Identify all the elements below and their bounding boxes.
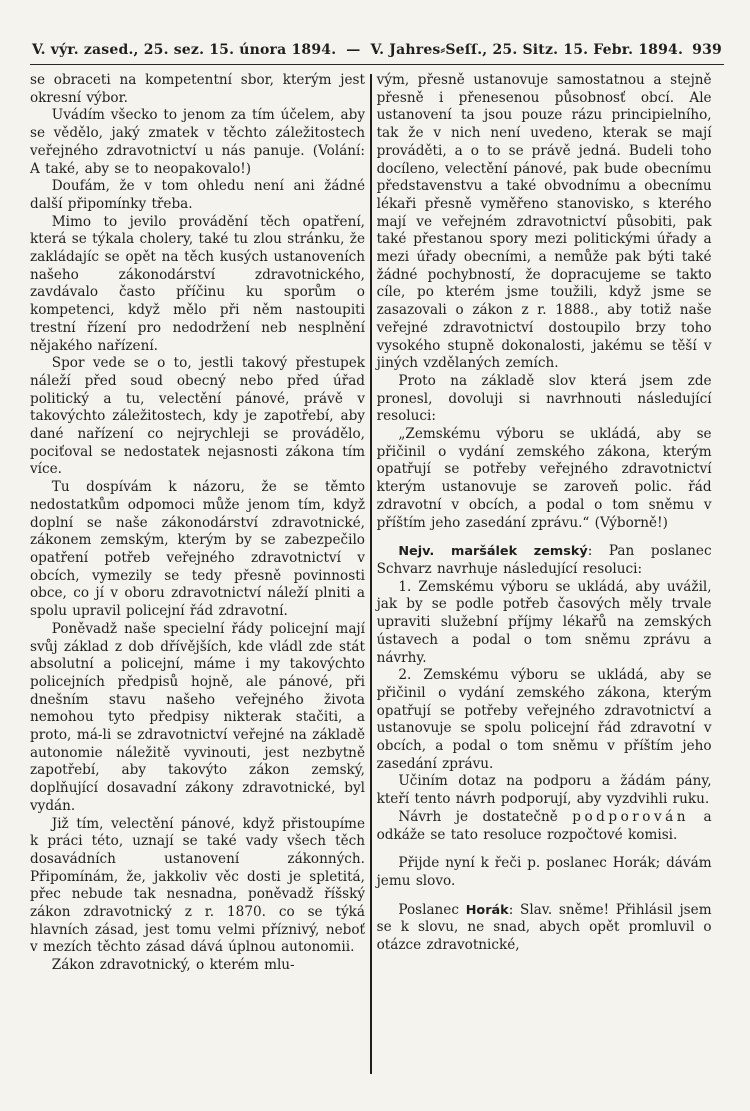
text-column-right (377, 72, 712, 1074)
column-divider (370, 74, 372, 1074)
header-separator: — (346, 42, 361, 58)
page-header (30, 42, 724, 64)
text-segment: : Slav. sněme! Přihlásil jsem se k slovu, ne snad, abych opět promluvil o otázce zdravotnické, (376, 901, 712, 954)
text-segment: Přijde nyní k řeči p. poslanec Horák; dávám jemu slovo. (376, 855, 712, 889)
text-segment: Tu dospívám k názoru, že se těmto nedostatkům odpomoci může jenom tím, když doplní se naše zákonodárství zdravotnické, zákonem zemským, kterým by se zabezpečilo opatření potřeb veřejného zdravotnictví v obcích, vymezily se tedy přesně povinnosti obce, co jí v oboru zdravotnictví náleží plniti a spolu upravil policejní řád zdravotní. (30, 479, 365, 620)
session-info-german: V. Jahres⸗Seſſ., 25. Sitz. 15. Febr. 1894. (370, 42, 684, 58)
text-segment: Uvádím všecko to jenom za tím účelem, aby se vědělo, jaký zmatek v těchto záležitostech veřejného zdravotnictví u nás panuje. (Volání: A také, aby se to neopakovalo!) (30, 107, 365, 177)
speaker-name: Nejv. maršálek zemský (398, 544, 588, 560)
paragraph (377, 902, 712, 955)
text-segment: Proto na základě slov která jsem zde pronesl, dovoluji si navrhnouti následující resoluci: (376, 372, 712, 425)
paragraph (377, 579, 712, 668)
paragraph (377, 543, 712, 578)
paragraph (30, 621, 365, 816)
paragraph (377, 773, 712, 808)
paragraph (377, 426, 712, 532)
text-segment: 1. Zemskému výboru se ukládá, aby uvážil, jak by se podle potřeb časových měly trvale upraviti služební příjmy lékařů na zemských ústavech a podal o tom sněmu zprávu a návrhy. (376, 578, 712, 666)
paragraph (30, 957, 365, 975)
paragraph (30, 816, 365, 958)
paragraph (30, 214, 365, 356)
text-segment: Mimo to jevilo provádění těch opatření, která se týkala cholery, také tu zlou stránku, že zakládajíc se opět na těch kusých ustanoveních našeho zákonodárství zdravotnického, zavdávalo často příčinu ku sporům o kompetenci, když mělo při něm nastoupiti trestní řízení pro nedodržení neb nesplnění nějakého nařízení. (30, 213, 365, 354)
paragraph (30, 355, 365, 479)
paragraph (377, 72, 712, 373)
text-segment: Poslanec (398, 901, 466, 918)
text-column-left (30, 72, 365, 1074)
text-segment: Návrh je dostatečně (398, 808, 573, 825)
speaker-name: Horák (465, 902, 509, 918)
text-segment: Zákon zdravotnický, o kterém mlu- (51, 957, 295, 974)
text-body (30, 72, 724, 1074)
text-segment: se obraceti na kompetentní sbor, kterým jest okresní výbor. (30, 72, 365, 106)
header-rule (30, 64, 724, 65)
paragraph (377, 855, 712, 890)
text-segment: Již tím, velectění pánové, když přistoupíme k práci této, uznají se také vady všech těch dosavádních ustanovení zákonných. Připomínám, že, jakkoliv věc dosti je spletitá, přec nebude tak nesnadna, poněvadž říšský zákon zdravotnický z r. 1870. co se týká hlavních zásad, jest tomu velmi příznivý, neboť v mezích těchto zásad dává úplnou autonomii. (30, 815, 365, 956)
text-segment: Učiním dotaz na podporu a žádám pány, kteří tento návrh podporují, aby vyzdvihli ruku. (376, 773, 712, 808)
paragraph (30, 178, 365, 213)
paragraph (30, 72, 365, 107)
text-segment: : Pan poslanec Schvarz navrhuje následující resoluci: (376, 543, 712, 577)
session-info-czech: V. výr. zased., 25. sez. 15. února 1894. (32, 42, 337, 58)
text-segment: Spor vede se o to, jestli takový přestupek náleží před soud obecný nebo před úřad politický a tu, velectění pánové, právě v takovýchto záležitostech, kdy je zapotřebí, aby dané nařízení co nejrychleji se provádělo, pociťoval se nedostatek nejasnosti zákona tím více. (30, 355, 365, 478)
session-info (32, 42, 683, 59)
paragraph (377, 667, 712, 773)
page-number: 939 (692, 42, 722, 58)
text-segment: Poněvadž naše specielní řády policejní mají svůj základ z dob dřívějších, kde vládl zde stát absolutní a policejní, máme i my takovýchto policejních předpisů hojně, ale pánové, při dnešním stavu našeho veřejného života nemohou tyto předpisy nikterak stačiti, a proto, má-li se zdravotnictví veřejné na základě autonomie náležitě vyvinouti, jest nezbytně zapotřebí, aby takovýto zákon zemský, doplňující dosavadní zákony zdravotnické, byl vydán. (30, 620, 365, 814)
text-segment: podporován (572, 808, 689, 825)
paragraph (30, 479, 365, 621)
text-segment: Doufám, že v tom ohledu není ani žádné další připomínky třeba. (30, 178, 365, 212)
text-segment: a odkáže se tato resoluce rozpočtové komisi. (376, 808, 712, 843)
text-segment: 2. Zemskému výboru se ukládá, aby se přičinil o vydání zemského zákona, kterým opatřují se potřeby veřejného zdravotnictví a ustanovuje se spolu policejní řád zdravotní v obcích, a podal o tom sněmu v příštím jeho zasedání zprávu. (376, 667, 712, 772)
text-segment: vým, přesně ustanovuje samostatnou a stejně přesně i přenesenou působnosť obcí. Ale ustanovení ta jsou pouze rázu principielního, tak že v nich není uvedeno, kterak se mají prováděti, a o to se právě jedná. Budeli toho docíleno, velectění pánové, pak bude obecnímu představenstvu a také obvodnímu a obecnímu lékaři přesně vyměřeno stanovisko, s kterého mají ve veřejném zdravotnictví působiti, pak také přestanou spory mezi politickými úřady a mezi úřady obecními, a nemůže pak býti také žádné pochybností, že dopracujeme se takto cíle, po kterém jsme toužili, když jsme se zasazovali o zákon z r. 1888., aby totiž naše veřejné zdravotnictví dostoupilo brzy toho vysokého stupně dokonalosti, jakému se těší v jiných vzdělaných zemích. (376, 72, 712, 372)
text-segment: „Zemskému výboru se ukládá, aby se přičinil o vydání zemského zákona, kterým opatřují se potřeby veřejného zdravotnictví kterým ustanovuje se zaroveň polic. řád zdravotní v obcích, a podal o tom sněmu v příštím jeho zasedání zprávu.“ (Výborně!) (376, 426, 712, 531)
paragraph (377, 373, 712, 426)
paragraph (377, 809, 712, 844)
paragraph (30, 107, 365, 178)
